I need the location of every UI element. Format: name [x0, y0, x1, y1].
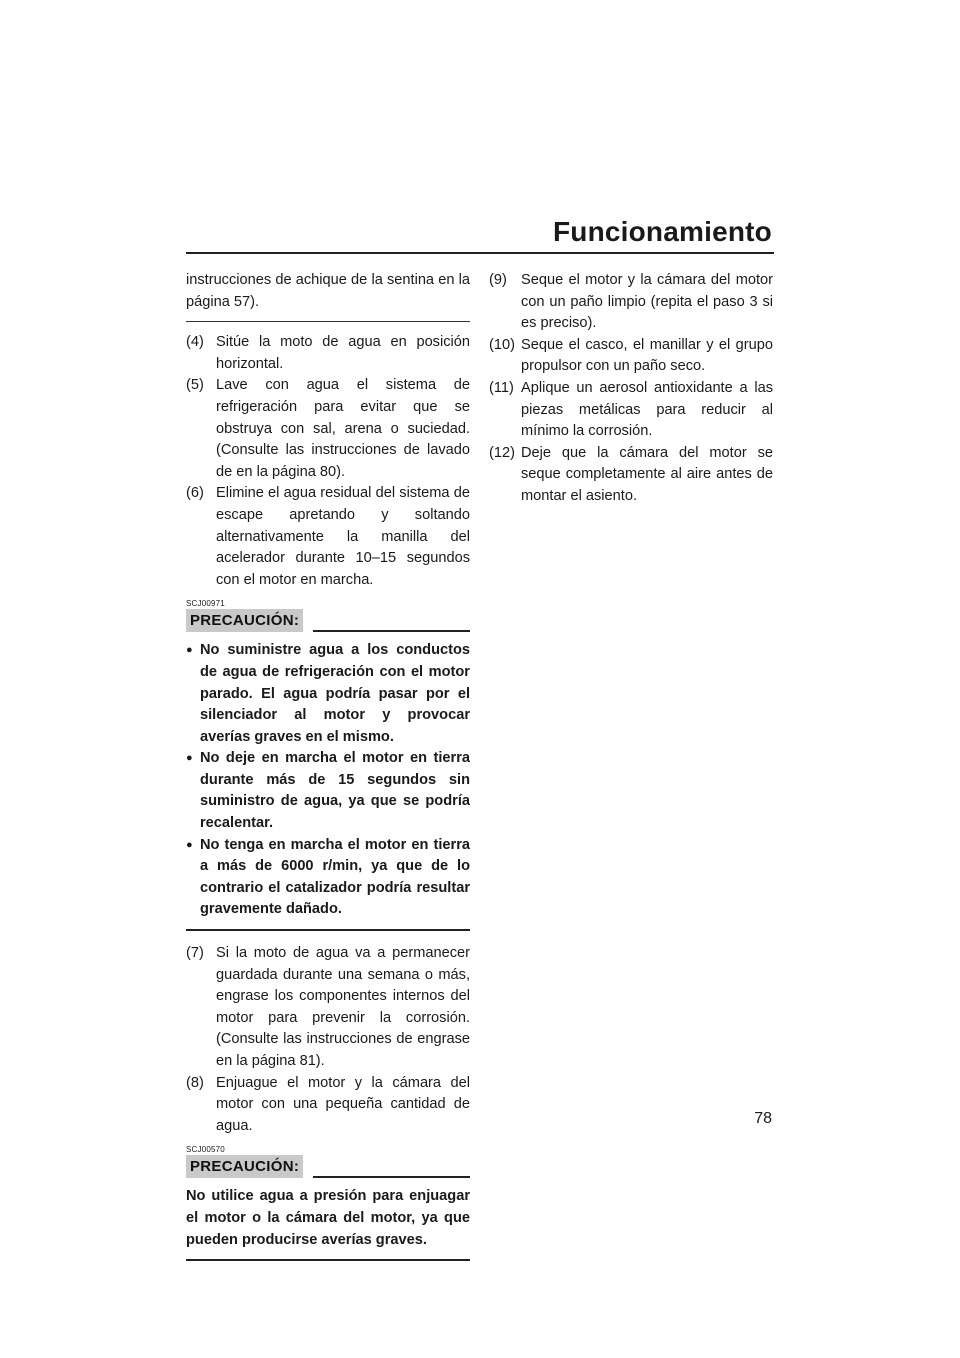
caution-end-rule — [186, 929, 470, 931]
step-number: (11) — [489, 379, 514, 396]
step-text: Sitúe la moto de agua en posición horizontal. — [216, 334, 470, 372]
step-item — [186, 332, 470, 375]
left-column — [186, 270, 470, 1273]
step-number: (4) — [186, 334, 204, 351]
caution-label: PRECAUCIÓN: — [186, 1155, 303, 1178]
page-number: 78 — [754, 1110, 772, 1127]
bullet-icon: ● — [186, 838, 193, 851]
caution-bullet-text: No deje en marcha el motor en tierra durante más de 15 segundos sin suministro de agua, ya que se podría recalentar. — [200, 750, 470, 832]
step-number: (9) — [489, 272, 507, 288]
step-number: (6) — [186, 485, 204, 502]
step-text: Aplique un aerosol antioxidante a las piezas metálicas para reducir al mínimo la corrosión. — [521, 379, 773, 440]
caution-header-rule — [313, 630, 470, 632]
caution-header — [186, 1155, 470, 1178]
caution-end-rule — [186, 1259, 470, 1261]
caution-code: SCJ00570 — [186, 1145, 225, 1155]
caution-header — [186, 609, 470, 632]
intro-paragraph: instrucciones de achique de la sentina en la página 57). — [186, 272, 470, 310]
step-text: Lave con agua el sistema de refrigeración para evitar que se obstruya con sal, arena o suciedad. (Consulte las instrucciones de lavado de en la página 80). — [216, 377, 470, 480]
caution-bullet — [186, 748, 470, 834]
step-number: (7) — [186, 945, 204, 962]
caution-text: No utilice agua a presión para enjuagar el motor o la cámara del motor, ya que pueden producirse averías graves. — [186, 1188, 470, 1248]
right-column — [489, 270, 773, 508]
step-item — [489, 378, 773, 443]
step-text: Enjuague el motor y la cámara del motor con una pequeña cantidad de agua. — [216, 1074, 470, 1134]
caution-code: SCJ00971 — [186, 599, 225, 609]
step-number: (8) — [186, 1074, 204, 1091]
caution-header-rule — [313, 1176, 470, 1178]
step-number: (5) — [186, 377, 204, 394]
step-item — [186, 483, 470, 591]
step-item — [489, 335, 773, 378]
caution-body — [186, 640, 470, 921]
bullet-icon: ● — [186, 644, 193, 657]
caution-label: PRECAUCIÓN: — [186, 609, 303, 632]
caution-body — [186, 1186, 470, 1251]
header-rule — [186, 252, 774, 254]
caution-bullet-text: No suministre agua a los conductos de agua de refrigeración con el motor parado. El agua podría pasar por el silenciador al motor y provocar averías graves en el mismo. — [200, 642, 470, 745]
step-item — [489, 270, 773, 335]
step-number: (12) — [489, 444, 515, 461]
step-text: Deje que la cámara del motor se seque completamente al aire antes de montar el asiento. — [521, 444, 773, 504]
section-divider — [186, 321, 470, 322]
caution-bullet — [186, 835, 470, 921]
step-item — [186, 1073, 470, 1138]
bullet-icon: ● — [186, 752, 193, 765]
step-item — [186, 943, 470, 1073]
step-number: (10) — [489, 336, 515, 353]
step-item — [489, 443, 773, 508]
page-title: Funcionamiento — [552, 216, 772, 247]
step-text: Si la moto de agua va a permanecer guardada durante una semana o más, engrase los componentes internos del motor para prevenir la corrosión. (Consulte las instrucciones de engrase en la página 81). — [216, 945, 470, 1069]
step-text: Elimine el agua residual del sistema de escape apretando y soltando alternativamente la manilla del acelerador durante 10–15 segundos con el motor en marcha. — [216, 485, 470, 588]
caution-bullet-text: No tenga en marcha el motor en tierra a más de 6000 r/min, ya que de lo contrario el catalizador podría resultar gravemente dañado. — [200, 836, 470, 918]
step-item — [186, 375, 470, 483]
caution-bullet — [186, 640, 470, 748]
step-text: Seque el motor y la cámara del motor con un paño limpio (repita el paso 3 si es preciso). — [521, 272, 773, 332]
step-text: Seque el casco, el manillar y el grupo propulsor con un paño seco. — [521, 336, 773, 375]
